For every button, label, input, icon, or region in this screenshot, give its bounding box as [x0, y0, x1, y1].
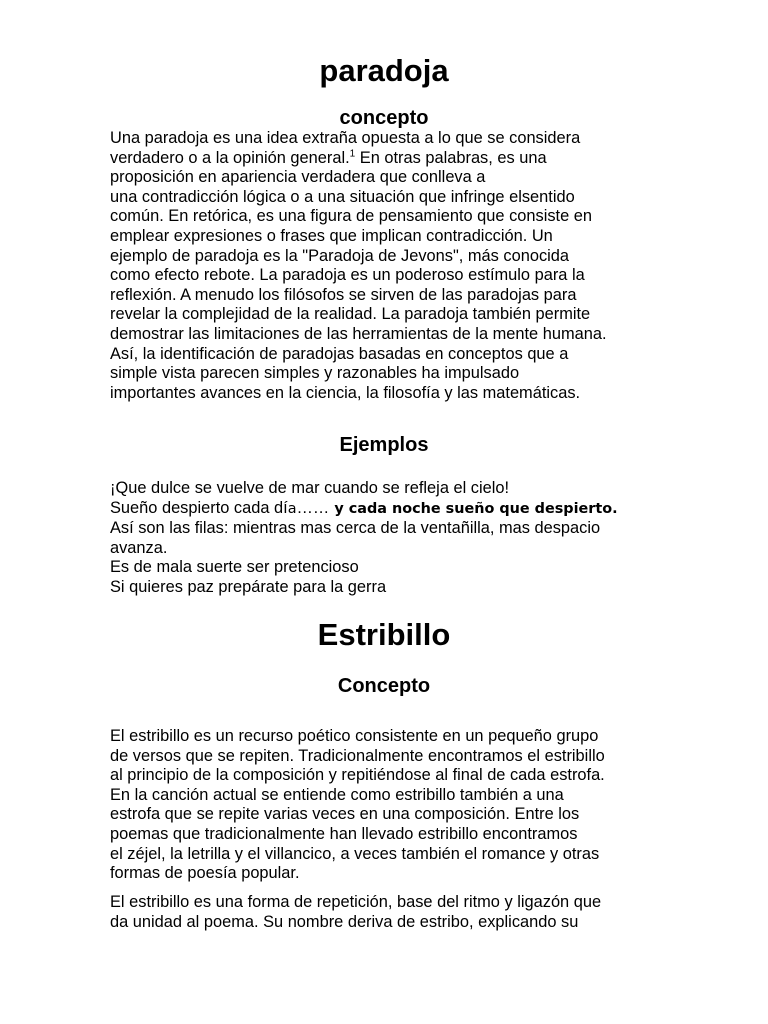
- text-line: de versos que se repiten. Tradicionalmente encontramos el estribillo: [110, 746, 605, 765]
- estribillo-paragraph-1: [110, 727, 605, 884]
- text-span: En otras palabras, es una: [355, 148, 547, 167]
- text-line: común. En retórica, es una figura de pensamiento que consiste en: [110, 207, 592, 226]
- text-line: importantes avances en la ciencia, la filosofía y las matemáticas.: [110, 383, 581, 402]
- estribillo-paragraph-2: [110, 893, 601, 932]
- text-line: simple vista parecen simples y razonables ha impulsado: [110, 364, 520, 383]
- text-line: Así, la identificación de paradojas basadas en conceptos que a: [110, 344, 569, 363]
- text-line: una contradicción lógica o a una situación que infringe elsentido: [110, 187, 575, 206]
- ellipsis: ……: [296, 498, 330, 517]
- text-line: demostrar las limitaciones de las herramientas de la mente humana.: [110, 324, 607, 343]
- text-line: estrofa que se repite varias veces en una composición. Entre los: [110, 805, 580, 824]
- heading-concepto: concepto: [339, 107, 429, 129]
- text-line: En la canción actual se entiende como estribillo también a una: [110, 785, 564, 804]
- text-line: proposición en apariencia verdadera que conlleva a: [110, 168, 486, 187]
- paradoja-paragraph: [110, 129, 607, 403]
- text-line: el zéjel, la letrilla y el villancico, a veces también el romance y otras: [110, 844, 600, 863]
- title-paradoja: paradoja: [319, 53, 449, 88]
- text-span-bold: y cada noche sueño que despierto: [329, 500, 613, 517]
- example-line: Así son las filas: mientras mas cerca de la ventañilla, mas despacio: [110, 519, 601, 538]
- heading-concepto-estribillo: Concepto: [337, 675, 431, 697]
- title-estribillo: Estribillo: [317, 617, 451, 652]
- text-line: al principio de la composición y repitiéndose al final de cada estrofa.: [110, 766, 605, 785]
- text-span: verdadero o a la opinión general.: [110, 148, 350, 167]
- text-line: reflexión. A menudo los filósofos se sirven de las paradojas para: [110, 285, 577, 304]
- text-line: da unidad al poema. Su nombre deriva de estribo, explicando su: [110, 912, 579, 931]
- text-line: como efecto rebote. La paradoja es un poderoso estímulo para la: [110, 266, 585, 285]
- example-line: Es de mala suerte ser pretencioso: [110, 558, 359, 577]
- text-line: ejemplo de paradoja es la "Paradoja de Jevons", más conocida: [110, 246, 570, 265]
- text-line: El estribillo es un recurso poético consistente en un pequeño grupo: [110, 727, 599, 745]
- text-span: a: [287, 500, 297, 517]
- text-line: emplear expresiones o frases que implican contradicción. Un: [110, 226, 553, 245]
- text-span: Sueño despierto cada dí: [110, 498, 288, 517]
- footnote-ref[interactable]: 1: [349, 148, 356, 160]
- example-line: avanza.: [110, 538, 168, 557]
- ejemplos-list: [110, 479, 618, 598]
- example-line: ¡Que dulce se vuelve de mar cuando se refleja el cielo!: [110, 479, 510, 497]
- text-line: formas de poesía popular.: [110, 864, 300, 883]
- text-line: Una paradoja es una idea extraña opuesta a lo que se considera: [110, 129, 581, 147]
- text-span-bold: .: [612, 500, 618, 517]
- text-line: revelar la complejidad de la realidad. La paradoja también permite: [110, 305, 591, 324]
- text-line: [110, 149, 607, 169]
- example-line: Si quieres paz prepárate para la gerra: [110, 577, 387, 596]
- example-line: [110, 499, 618, 520]
- heading-ejemplos: Ejemplos: [339, 434, 429, 456]
- text-line: El estribillo es una forma de repetición, base del ritmo y ligazón que: [110, 893, 602, 911]
- text-line: poemas que tradicionalmente han llevado estribillo encontramos: [110, 824, 578, 843]
